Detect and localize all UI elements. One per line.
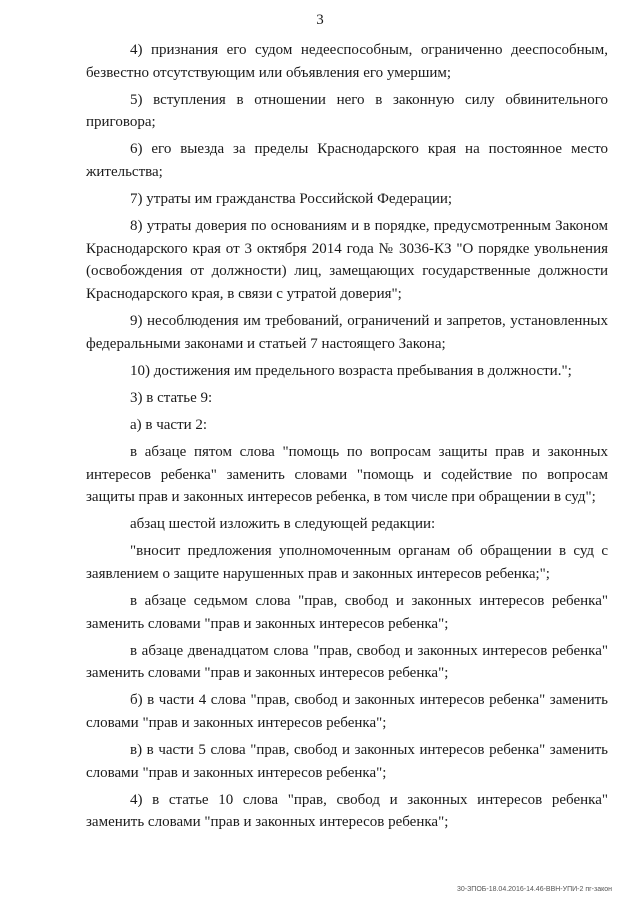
- paragraph-part-4: б) в части 4 слова "прав, свобод и законных интересов ребенка" заменить словами "прав и законных интересов ребенка";: [86, 692, 608, 732]
- paragraph-part-2: а) в части 2:: [130, 416, 208, 433]
- paragraph-abzac-12: в абзаце двенадцатом слова "прав, свобод и законных интересов ребенка" заменить словами "прав и законных интересов ребенка";: [86, 642, 608, 682]
- page-number: 3: [316, 12, 324, 28]
- paragraph-item-5: 5) вступления в отношении него в законную силу обвинительного приговора;: [86, 91, 608, 131]
- paragraph-abzac-6-text: "вносит предложения уполномоченным органам об обращении в суд с заявлением о защите нарушенных прав и законных интересов ребенка;";: [86, 543, 608, 582]
- paragraph-abzac-6-intro: абзац шестой изложить в следующей редакции:: [130, 516, 436, 533]
- paragraph-item-7: 7) утраты им гражданства Российской Федерации;: [130, 191, 453, 208]
- paragraph-item-4: 4) признания его судом недееспособным, ограниченно дееспособным, безвестно отсутствующим или объявления его умершим;: [86, 42, 608, 81]
- paragraph-abzac-5: в абзаце пятом слова "помощь по вопросам защиты прав и законных интересов ребенка" заменить словами "помощь и содействие по вопросам защиты прав и законных интересов ребенка, в том числе при обращении в суд";: [86, 444, 608, 506]
- paragraph-article-9: 3) в статье 9:: [130, 389, 213, 406]
- paragraph-abzac-7: в абзаце седьмом слова "прав, свобод и законных интересов ребенка" заменить словами "прав и законных интересов ребенка";: [86, 593, 608, 632]
- paragraph-article-10: 4) в статье 10 слова "прав, свобод и законных интересов ребенка" заменить словами "прав и законных интересов ребенка";: [86, 791, 608, 831]
- paragraph-item-8: 8) утраты доверия по основаниям и в порядке, предусмотренным Законом Краснодарского края от 3 октября 2014 года № 3036-КЗ "О порядке увольнения (освобождения от должности) лиц, замещающих государственные должности Краснодарского края, в связи с утратой доверия";: [86, 218, 608, 302]
- footer-doc-code: 30-ЗПОБ-18.04.2016-14.46-ВВН-УПИ-2 пг-закон: [456, 886, 612, 893]
- paragraph-item-9: 9) несоблюдения им требований, ограничений и запретов, установленных федеральными законами и статьей 7 настоящего Закона;: [86, 313, 608, 352]
- paragraph-item-6: 6) его выезда за пределы Краснодарского края на постоянное место жительства;: [86, 141, 608, 180]
- paragraph-item-10: 10) достижения им предельного возраста пребывания в должности.";: [130, 362, 572, 379]
- document-body: [86, 39, 608, 834]
- paragraph-part-5: в) в части 5 слова "прав, свобод и законных интересов ребенка" заменить словами "прав и законных интересов ребенка";: [86, 742, 608, 781]
